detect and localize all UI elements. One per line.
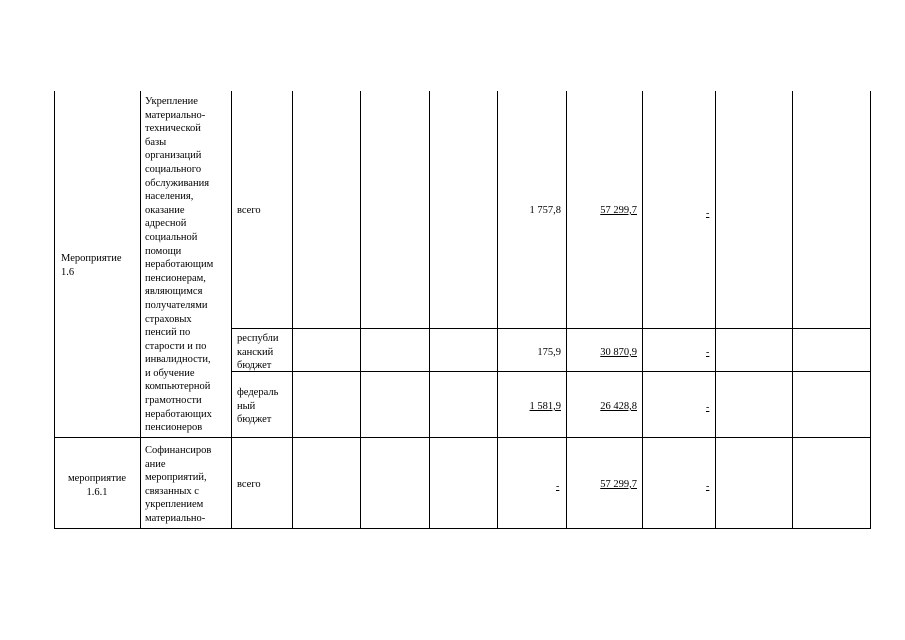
- column-divider: [792, 91, 793, 528]
- column-divider: [140, 91, 141, 528]
- column-divider: [566, 91, 567, 528]
- funding-source: республи канский бюджет: [237, 333, 279, 372]
- column-divider: [429, 91, 430, 528]
- column-divider: [360, 91, 361, 528]
- funding-source: всего: [237, 205, 261, 216]
- measure-code: мероприятие 1.6.1: [68, 473, 126, 498]
- value-cell: -: [706, 402, 710, 413]
- value-cell: 30 870,9: [600, 347, 637, 358]
- row-divider: [54, 437, 871, 438]
- value-cell: -: [706, 208, 710, 219]
- value-cell: 1 757,8: [529, 205, 561, 216]
- column-divider: [231, 91, 232, 528]
- value-cell: 1 581,9: [529, 401, 561, 412]
- table-border-left: [54, 91, 55, 528]
- value-cell: -: [706, 347, 710, 358]
- funding-source: всего: [237, 479, 261, 490]
- value-cell: 57 299,7: [600, 479, 637, 490]
- value-cell: -: [556, 481, 560, 492]
- measure-code: Мероприятие 1.6: [61, 253, 122, 278]
- value-cell: 57 299,7: [600, 205, 637, 216]
- table-border-right: [870, 91, 871, 528]
- column-divider: [715, 91, 716, 528]
- measure-name: Укрепление материально- технической базы организаций социального обслуживания населения, оказание адресной социальной помощи неработающим пенсионерам, являющимся получателями страховых пенсий по старости и по инвалидности, и обучение компьютерной грамотности неработающих пенсионеров: [145, 96, 214, 434]
- value-cell: -: [706, 481, 710, 492]
- value-cell: 175,9: [537, 347, 561, 358]
- row-divider: [231, 328, 871, 329]
- funding-source: федераль ный бюджет: [237, 387, 279, 426]
- table-border-bottom: [54, 528, 871, 529]
- value-cell: 26 428,8: [600, 401, 637, 412]
- measure-name: Софинансиров ание мероприятий, связанных с укреплением материально-: [145, 445, 212, 524]
- row-divider: [231, 371, 871, 372]
- column-divider: [642, 91, 643, 528]
- column-divider: [292, 91, 293, 528]
- column-divider: [497, 91, 498, 528]
